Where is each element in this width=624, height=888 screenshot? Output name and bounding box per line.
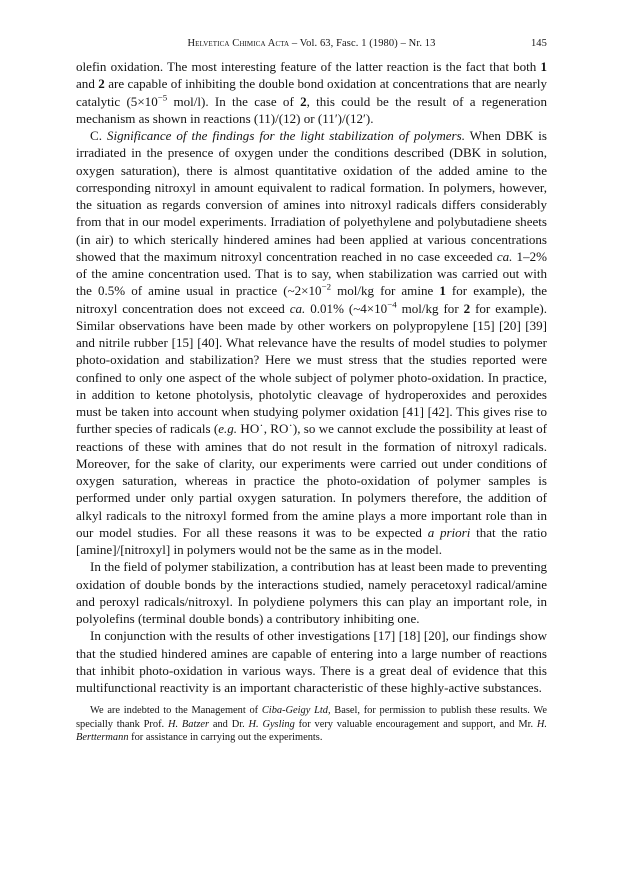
text-run: for very valuable encouragement and support, and Mr. bbox=[294, 718, 537, 730]
text-run: We are indebted to the Management of bbox=[90, 705, 262, 717]
latin-abbrev: ca. bbox=[496, 248, 513, 264]
compound-ref: 2 bbox=[463, 300, 471, 316]
text-run: olefin oxidation. The most interesting feature of the latter reaction is the fact that both bbox=[76, 59, 541, 74]
page-number: 145 bbox=[530, 38, 547, 49]
latin-abbrev: ca. bbox=[289, 300, 306, 316]
text-run: mol/kg for amine bbox=[331, 283, 440, 299]
journal-name: Helvetica Chimica Acta bbox=[187, 38, 290, 49]
text-run: are capable of inhibiting the double bond oxidation at concentrations that are nearly catalytic (5×10 bbox=[76, 76, 547, 109]
person-name: H. Berttermann bbox=[76, 718, 548, 744]
text-run: HO˙, RO˙), so we cannot exclude the possibility at least of reactions of these with amines that do not result in the formation of nitroxyl radicals. Moreover, for the sake of clarity, our experiments were carried out under conditions of oxygen saturation, whereas in practice the photo-oxidation of polymer samples is performed under only partial oxygen saturation. In polymers therefore, the addition of alkyl radicals to the nitroxyl formed from the amine plays a more important role than in our model studies. For all these reasons it was to be expected bbox=[76, 421, 547, 540]
volume-info: – Vol. 63, Fasc. 1 (1980) – Nr. 13 bbox=[289, 38, 436, 49]
journal-citation bbox=[76, 38, 547, 49]
running-head bbox=[76, 38, 547, 58]
person-name: H. Gysling bbox=[248, 718, 295, 730]
journal-page bbox=[76, 38, 547, 745]
text-run: for assistance in carrying out the experiments. bbox=[128, 732, 323, 744]
exponent: −5 bbox=[157, 92, 168, 103]
section-letter: C. bbox=[90, 128, 107, 143]
text-run: for example). Similar observations have been made by other workers on polypropylene [15] [20] [39] and nitrile rubber [15] [40]. What relevance have the results of model studies to polymer photo-oxidation and stabilization? Here we must stress that the studies reported were confined to only one aspect of the whole subject of polymer photo-oxidation. In practice, in addition to ketone photolysis, photolytic cleavage of hydroperoxides and peroxides must be taken into account when studying polymer oxidation [41] [42]. This gives rise to further species of radicals ( bbox=[76, 300, 548, 437]
text-run: 1–2% of the amine concentration used. That is to say, when stabilization was carried out with the 0.5% of amine usual in practice (~2×10 bbox=[76, 248, 547, 299]
text-run: Basel, for permission to publish these results. We specially thank Prof. bbox=[76, 705, 547, 730]
text-run: and Dr. bbox=[209, 718, 249, 730]
paragraph-conclusion: In conjunction with the results of other investigations [17] [18] [20], our findings show that the studied hindered amines are capable of entering into a large number of reactions that inhibit photo-oxidation in various ways. There is a great deal of evidence that this multifunctional reactivity is an important characteristic of these highly-active substances. bbox=[76, 628, 547, 695]
exponent: −2 bbox=[321, 281, 332, 292]
person-name: H. Batzer bbox=[167, 718, 210, 730]
acknowledgement bbox=[76, 704, 547, 745]
text-run: mol/kg for bbox=[396, 300, 464, 316]
section-heading: Significance of the findings for the light stabilization of polymers. bbox=[106, 128, 465, 143]
compound-ref: 1 bbox=[439, 283, 446, 299]
compound-ref: 1 bbox=[540, 59, 547, 74]
latin-phrase: a priori bbox=[427, 524, 471, 540]
exponent: −4 bbox=[387, 299, 397, 310]
text-run: When DBK is irradiated in the presence of oxygen under the conditions described (DBK in solution, oxygen saturation), there is almost quantitative oxidation of the added amine to the corresponding nitroxyl in amount equivalent to radical formation. In polymers, however, the situation as regards conversion of amines into nitroxyl radicals differs considerably from that in our model experiments. Irradiation of polyethylene and polybutadiene sheets (in air) to which sterically hindered amines had been applied at various concentrations showed that the maximum nitroxyl concentration reached in no case exceeded bbox=[76, 128, 547, 264]
compound-ref: 2 bbox=[98, 76, 105, 92]
text-run: , this could be the result of a regeneration mechanism as shown in reactions (11)/(12) or (11′)/(12′). bbox=[76, 93, 547, 126]
latin-abbrev: e.g. bbox=[218, 421, 238, 437]
text-run: and bbox=[76, 76, 99, 92]
paragraph-polymer-stabilization: In the field of polymer stabilization, a contribution has at least been made to preventing oxidation of double bonds by the interactions studied, namely peracetoxyl radical/amine and peroxyl radicals/nitroxyl. In polydiene polymers this can play an important role, in polyolefins (terminal double bonds) a contributory inhibiting one. bbox=[76, 559, 547, 626]
paragraph-significance bbox=[76, 127, 547, 558]
text-run: for example), the nitroxyl concentration does not exceed bbox=[76, 283, 548, 316]
text-run: mol/l). In the case of bbox=[167, 93, 301, 109]
compound-ref: 2 bbox=[300, 93, 307, 109]
paragraph-olefin-oxidation bbox=[76, 58, 547, 127]
text-run: 0.01% (~4×10 bbox=[305, 300, 388, 316]
article-body bbox=[76, 58, 547, 696]
company-name: Ciba-Geigy Ltd, bbox=[261, 705, 331, 717]
acknowledgement-text bbox=[76, 704, 547, 745]
text-run: that the ratio [amine]/[nitroxyl] in polymers would not be the same as in the model. bbox=[76, 524, 547, 557]
